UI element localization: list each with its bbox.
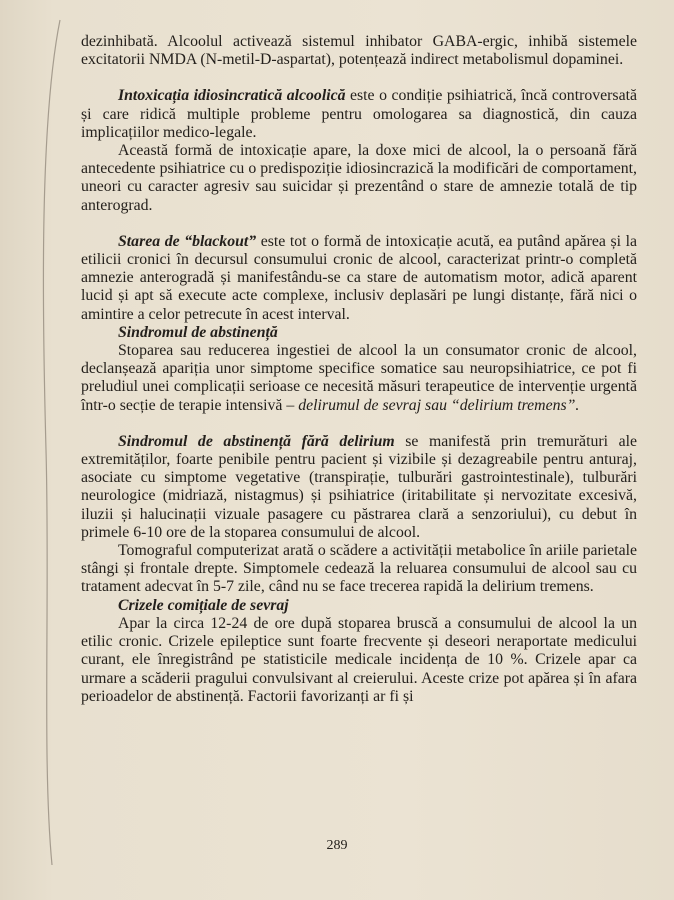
paragraph-abstinenta-fara-delirium bbox=[81, 433, 637, 542]
paragraph-stoparea-italic: delirumul de sevraj sau “delirium tremens”. bbox=[298, 396, 580, 414]
paragraph-blackout-text: este tot o formă de intoxicație acută, ea putând apărea și la etilicii cronici în decursul consumului cronic de alcool, caracterizat printr-o completă amnezie anterogradă și manifestându-se ca stare de automatism motor, adică aparent lucid și apt să execute acte complexe, inclusiv deplasări pe lungi distanțe, fără nici o amintire a celor petrecute în acest interval. bbox=[81, 232, 637, 323]
paragraph-forma-intoxicatie: Această formă de intoxicație apare, la doxe mici de alcool, la o persoană fără antecedente psihiatrice cu o predispoziție idiosincrazică la modificări de comportament, uneori cu caracter agresiv sau suicidar și prezentând o stare de amnezie totală de tip anterograd. bbox=[81, 142, 637, 214]
paragraph-abstinenta-fara-delirium-text: se manifestă prin tremurături ale extremităților, foarte penibile pentru pacient și vizibile și dezagreabile pentru anturaj, asociate cu simptome vegetative (transpirație, tulburări gastrointestinale), tulburări neurologice (midriază, nistagmus) și psihiatrice (iritabilitate și nervozitate excesivă, iluzii și halucinații vizuale pasagere cu păstrarea clară a senzoriului), cu debut în primele 6-10 ore de la stoparea consumului de alcool. bbox=[81, 432, 637, 541]
page-edge-curve bbox=[0, 0, 90, 900]
term-intoxicatia: Intoxicația idiosincratică alcoolică bbox=[118, 87, 346, 105]
text-body bbox=[81, 33, 637, 706]
paragraph-stoparea bbox=[81, 342, 637, 415]
term-blackout: Starea de “blackout” bbox=[118, 232, 257, 250]
paragraph-intoxicatia bbox=[81, 87, 637, 142]
heading-crizele-comitiale: Crizele comițiale de sevraj bbox=[118, 596, 289, 614]
paragraph-intro: dezinhibată. Alcoolul activează sistemul inhibator GABA-ergic, inhibă sistemele excitatorii NMDA (N-metil-D-aspartat), potențează indirect metabolismul dopaminei. bbox=[81, 33, 637, 69]
paragraph-intoxicatia-text: este o condiție psihiatrică, încă controversată și care ridică multiple probleme pentru omologarea sa diagnostică, din cauza implicațiilor medico-legale. bbox=[81, 87, 637, 141]
page-number: 289 bbox=[326, 838, 348, 853]
term-abstinenta-fara-delirium: Sindromul de abstinență fără delirium bbox=[118, 432, 395, 450]
heading-sindromul-abstinenta: Sindromul de abstinență bbox=[118, 323, 278, 341]
paragraph-blackout bbox=[81, 233, 637, 324]
paragraph-apar: Apar la circa 12-24 de ore după stoparea bruscă a consumului de alcool la un etilic cronic. Crizele epileptice sunt foarte frecvente și deseori neraportate medicului curant, ele înregistrând pe statisticile medicale incidența de 10 %. Crizele apar ca urmare a scăderii pragului convulsivant al creierului. Aceste crize pot apărea și în afara perioadelor de abstinență. Factorii favorizanți ar fi și bbox=[81, 614, 637, 705]
paragraph-stoparea-text: Stoparea sau reducerea ingestiei de alcool la un consumator cronic de alcool, declanșează apariția unor simptome specifice somatice sau neuropsihiatrice, ce pot fi preludiul unei complicații serioase ce necesită măsuri terapeutice de intervenție urgentă într-o secție de terapie intensivă – bbox=[81, 342, 637, 414]
paragraph-tomograful: Tomograful computerizat arată o scădere a activității metabolice în ariile parietale stângi și frontale drepte. Simptomele cedează la reluarea consumului de alcool sau cu tratament adecvat în 5-7 zile, când nu se face trecerea rapidă la delirium tremens. bbox=[81, 542, 637, 596]
